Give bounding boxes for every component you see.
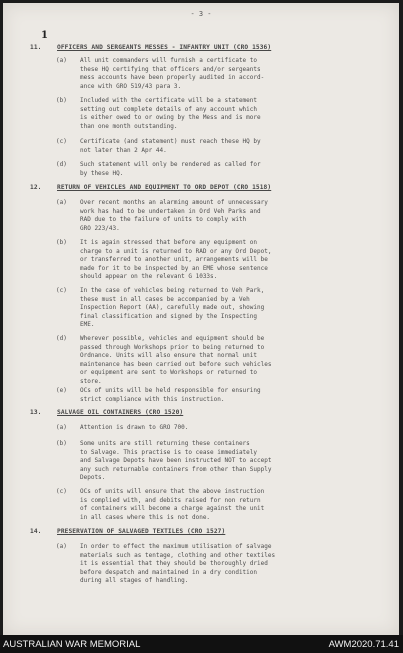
paragraph-label: (d) — [56, 161, 67, 168]
section-number: 12. — [30, 184, 42, 191]
footer-accession-number: AWM2020.71.41 — [328, 639, 399, 650]
paragraph-text: Included with the certificate will be a statement setting out complete details of any account which is either owed to or owing by the Mess and is more than one month outstanding. — [80, 97, 261, 130]
section-title: RETURN OF VEHICLES AND EQUIPMENT TO ORD DEPOT (CRO 1518) — [57, 184, 272, 191]
paragraph-text: In order to effect the maximum utilisation of salvage materials such as tentage, clothing and other textiles it is essential that they should be thoroughly dried before despatch and maintained in a dry condition during all stages of handling. — [80, 543, 276, 585]
section-title: PRESERVATION OF SALVAGED TEXTILES (CRO 1527) — [57, 528, 226, 535]
paragraph-label: (a) — [56, 57, 67, 64]
paragraph-text: Certificate (and statement) must reach these HQ by not later than 2 Apr 44. — [80, 138, 261, 154]
paragraph-text: In the case of vehicles being returned to Veh Park, these must in all cases be accompanied by a Veh Inspection Report (AA), carefully made out, showing final classification and signed by the Inspecting EME. — [80, 287, 265, 329]
archive-footer — [0, 635, 403, 653]
paragraph-label: (a) — [56, 543, 67, 550]
paragraph-label: (a) — [56, 199, 67, 206]
page-number: - 3 - — [190, 10, 212, 18]
paragraph-label: (c) — [56, 488, 67, 495]
section-number: 11. — [30, 44, 42, 51]
document-page — [3, 3, 399, 635]
section-number: 13. — [30, 409, 42, 416]
paragraph-label: (c) — [56, 138, 67, 145]
paragraph-label: (a) — [56, 424, 67, 431]
paragraph-text: Such statement will only be rendered as called for by these HQ. — [80, 161, 261, 177]
paragraph-label: (d) — [56, 335, 67, 342]
handwritten-mark: 1 — [41, 30, 48, 41]
paragraph-label: (b) — [56, 440, 67, 447]
section-number: 14. — [30, 528, 42, 535]
paragraph-text: All unit commanders will furnish a certificate to these HQ certifying that officers and/or sergeants mess accounts have been properly audited in accord- ance with GRO 519/43 para 3. — [80, 57, 265, 90]
paragraph-text: OCs of units will be held responsible for ensuring strict compliance with this instruction. — [80, 387, 261, 403]
paragraph-text: OCs of units will ensure that the above instruction is complied with, and debits raised for non return of containers will become a charge against the unit in all cases where this is not done. — [80, 488, 265, 521]
footer-institution: AUSTRALIAN WAR MEMORIAL — [3, 639, 141, 650]
paragraph-label: (b) — [56, 97, 67, 104]
paragraph-label: (c) — [56, 287, 67, 294]
paragraph-text: Some units are still returning these containers to Salvage. This practise is to cease immediately and Salvage Depots have been instructed NOT to accept any such returnable containers from other than Supply Depots. — [80, 440, 272, 482]
paragraph-text: It is again stressed that before any equipment on charge to a unit is returned to RAD or any Ord Depot, or transferred to another unit, arrangements will be made for it to be inspected by an EME whose sentence should appear on the relevant G 1033s. — [80, 239, 272, 281]
paragraph-text: Over recent months an alarming amount of unnecessary work has had to be undertaken in Ord Veh Parks and RAD due to the failure of units to comply with GRO 223/43. — [80, 199, 268, 232]
paragraph-label: (e) — [56, 387, 67, 394]
paragraph-text: Wherever possible, vehicles and equipment should be passed through Workshops prior to being returned to Ordnance. Units will also ensure that normal unit maintenance has been carried out before such vehicles or equipment are sent to Workshops or returned to store. — [80, 335, 272, 385]
section-title: OFFICERS AND SERGEANTS MESSES - INFANTRY UNIT (CRO 1536) — [57, 44, 272, 51]
section-title: SALVAGE OIL CONTAINERS (CRO 1520) — [57, 409, 184, 416]
paragraph-text: Attention is drawn to GRO 700. — [80, 424, 189, 431]
paragraph-label: (b) — [56, 239, 67, 246]
